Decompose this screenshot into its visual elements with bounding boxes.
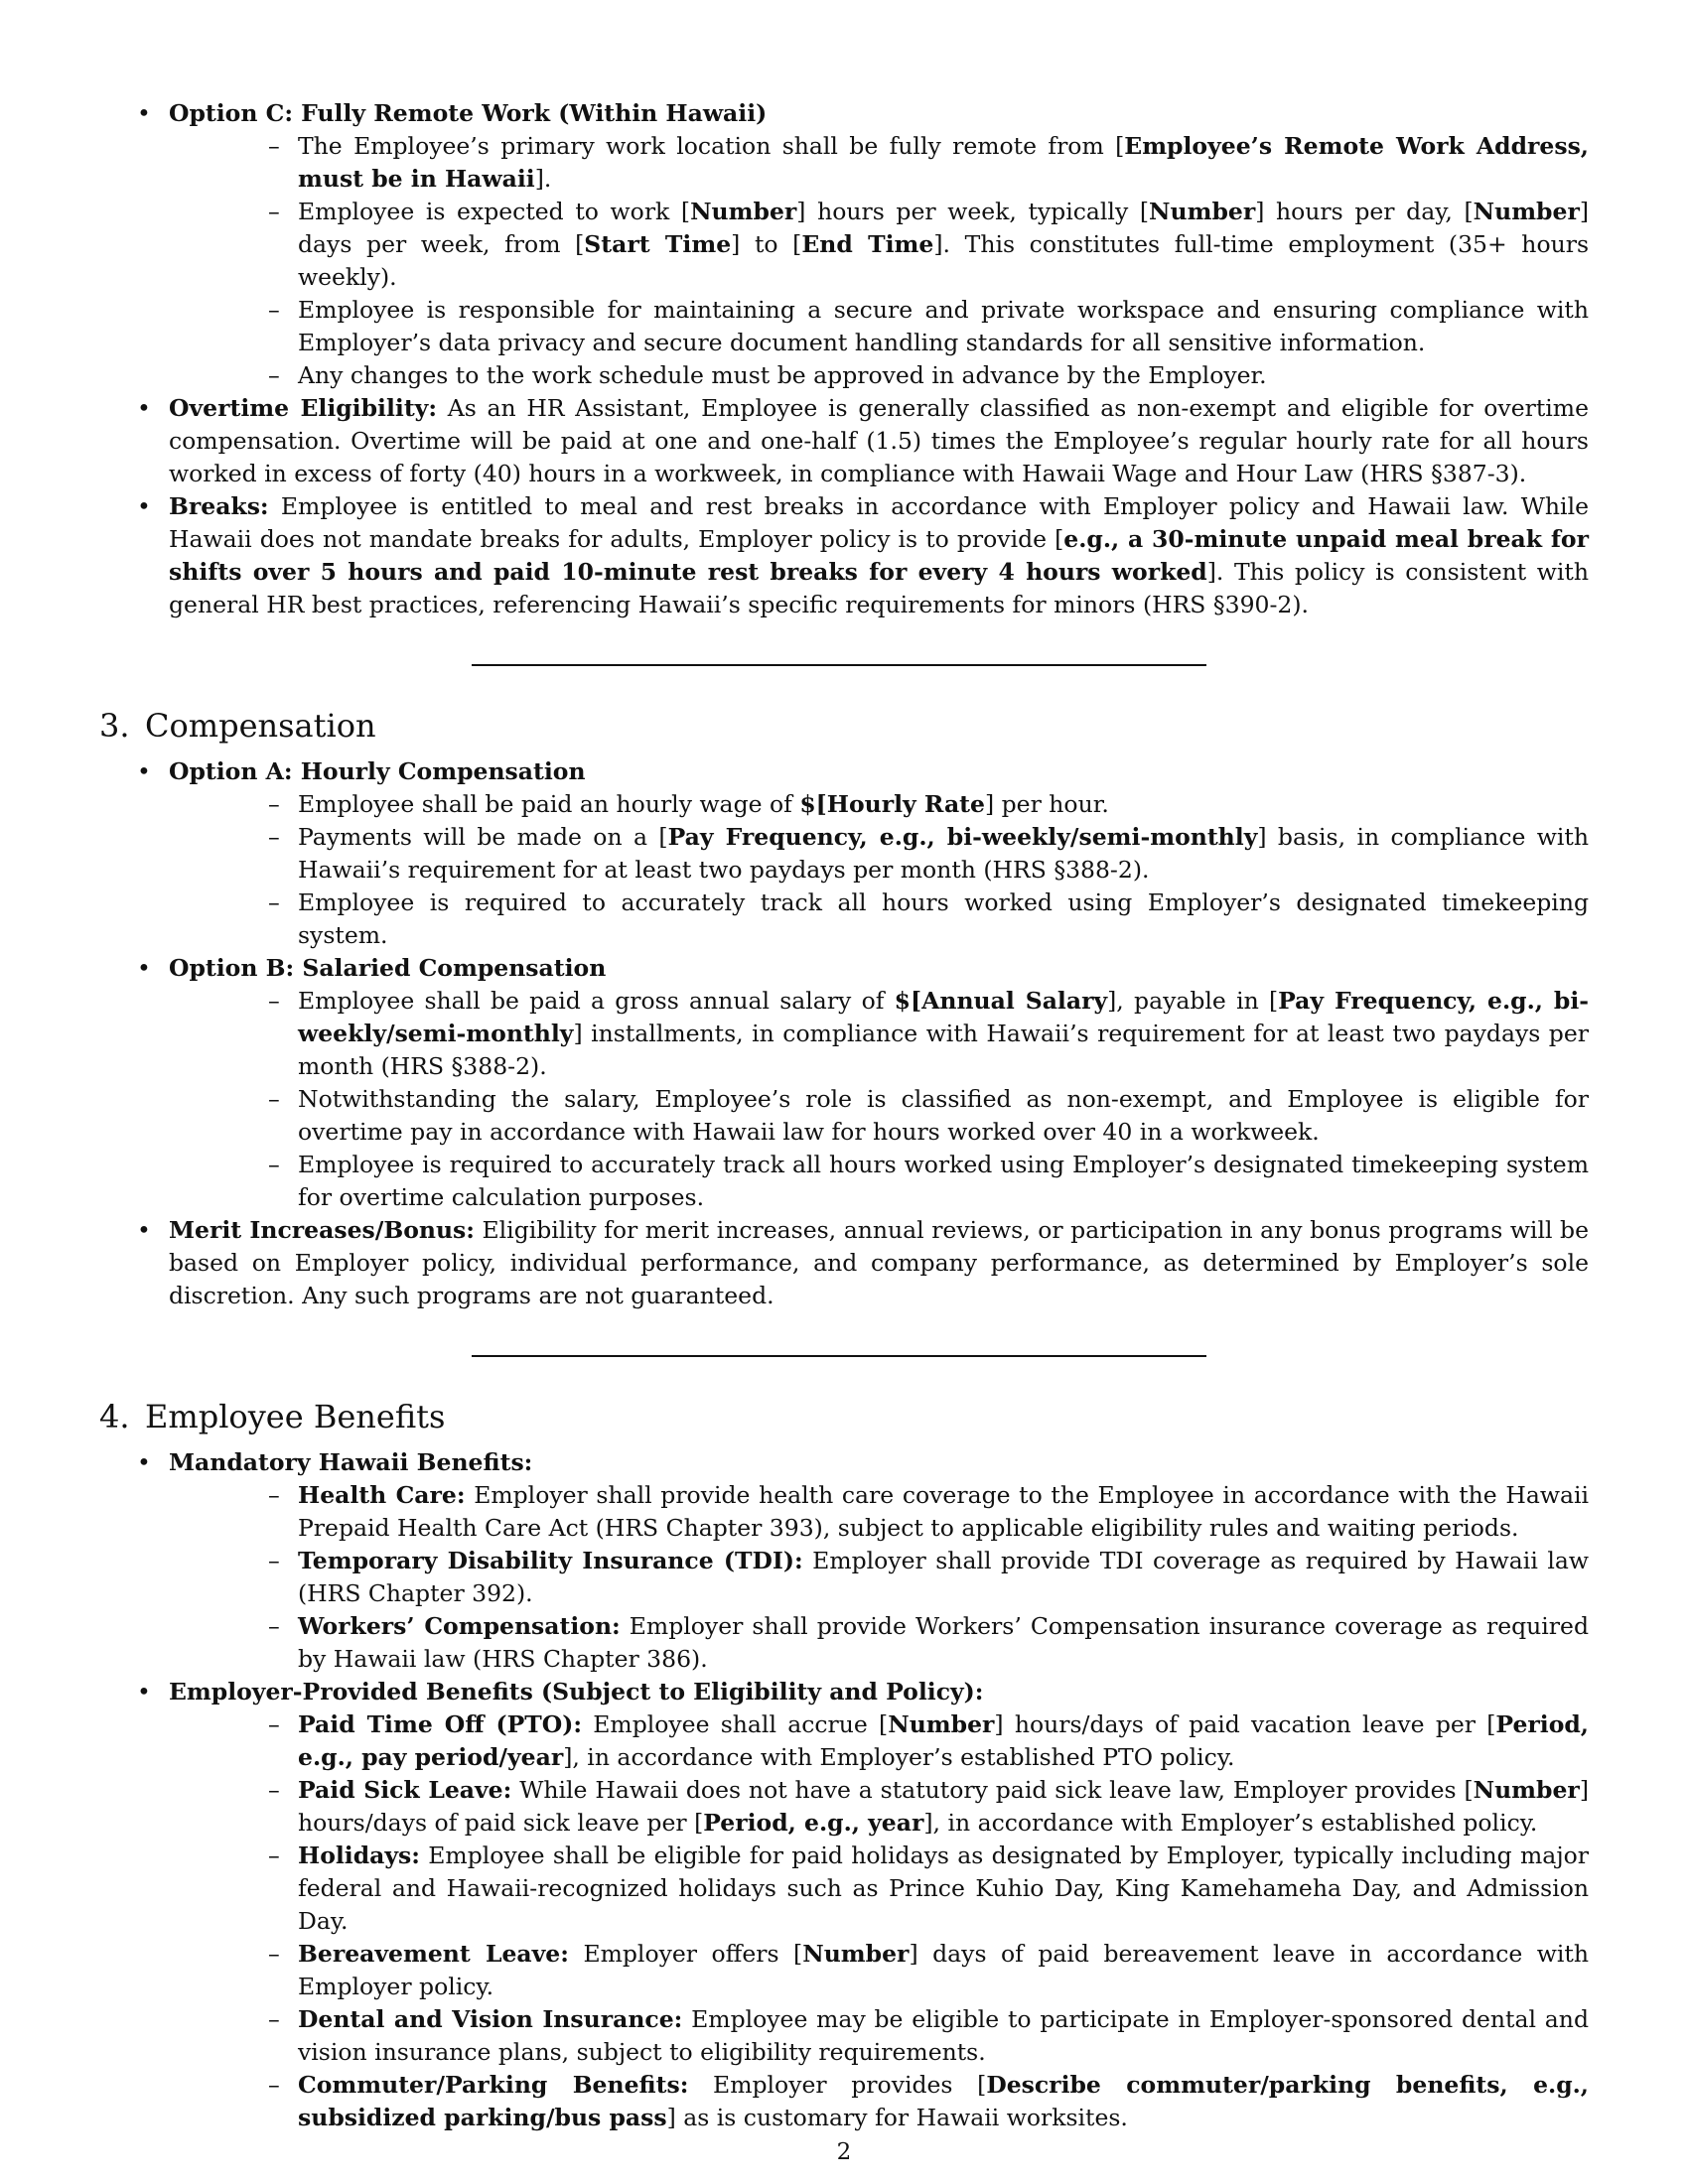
list-item: – Commuter/Parking Benefits: Employer provides [Describe commuter/parking benefits, e.g., subsidized parking/bus pass] as is customary for Hawaii worksites. (169, 2069, 1589, 2134)
overtime-item: • Overtime Eligibility: As an HR Assistant, Employee is generally classified as non-exempt and eligible for overtime compensation. Overtime will be paid at one and one-half (1.5) times the Employee’s regular hourly rate for all hours worked in excess of forty (40) hours in a workweek, in compliance with Hawaii Wage and Hour Law (HRS §387-3). (99, 392, 1589, 490)
list-item: – Health Care: Employer shall provide health care coverage to the Employee in accordance with the Hawaii Prepaid Health Care Act (HRS Chapter 393), subject to applicable eligibility rules and waiting periods. (169, 1479, 1589, 1545)
merit-item: • Merit Increases/Bonus: Eligibility for merit increases, annual reviews, or participation in any bonus programs will be based on Employer policy, individual performance, and company performance, as determined by Employer’s sole discretion. Any such programs are not guaranteed. (99, 1214, 1589, 1312)
page-number: 2 (836, 2139, 852, 2165)
option-a-title: Option A: Hourly Compensation (169, 757, 586, 785)
section-heading-benefits: 4. Employee Benefits (99, 1398, 446, 1435)
employer-benefits-sublist (169, 1708, 1589, 2134)
document-page (99, 97, 1589, 2134)
list-item: – Employee is required to accurately track all hours worked using Employer’s designated timekeeping system for overtime calculation purposes. (169, 1149, 1589, 1214)
option-b-item (99, 952, 1589, 1214)
breaks-item: • Breaks: Employee is entitled to meal and rest breaks in accordance with Employer policy and Hawaii law. While Hawaii does not mandate breaks for adults, Employer policy is to provide [e.g., a 30-minute unpaid meal break for shifts over 5 hours and paid 10-minute rest breaks for every 4 hours worked]. This policy is consistent with general HR best practices, referencing Hawaii’s specific requirements for minors (HRS §390-2). (99, 490, 1589, 621)
option-a-sublist (169, 788, 1589, 952)
list-item: – The Employee’s primary work location shall be fully remote from [Employee’s Remote Work Address, must be in Hawaii]. (169, 130, 1589, 196)
section-heading-compensation: 3. Compensation (99, 707, 376, 745)
list-item: – Paid Sick Leave: While Hawaii does not have a statutory paid sick leave law, Employer provides [Number] hours/days of paid sick leave per [Period, e.g., year], in accordance with Employer’s established policy. (169, 1774, 1589, 1840)
list-item: – Payments will be made on a [Pay Frequency, e.g., bi-weekly/semi-monthly] basis, in compliance with Hawaii’s requirement for at least two paydays per month (HRS §388-2). (169, 821, 1589, 887)
section2-continued-list (99, 97, 1589, 621)
list-item: – Employee is expected to work [Number] hours per week, typically [Number] hours per day, [Number] days per week, from [Start Time] to [End Time]. This constitutes full-time employment (35+ hours weekly). (169, 196, 1589, 294)
list-item: – Temporary Disability Insurance (TDI): Employer shall provide TDI coverage as required by Hawaii law (HRS Chapter 392). (169, 1545, 1589, 1610)
list-item: – Employee is required to accurately track all hours worked using Employer’s designated timekeeping system. (169, 887, 1589, 952)
benefits-list (99, 1446, 1589, 2134)
mandatory-benefits-item (99, 1446, 1589, 1676)
list-item: – Bereavement Leave: Employer offers [Number] days of paid bereavement leave in accordance with Employer policy. (169, 1938, 1589, 2003)
list-item: – Employee shall be paid an hourly wage of $[Hourly Rate] per hour. (169, 788, 1589, 821)
list-item: – Employee shall be paid a gross annual salary of $[Annual Salary], payable in [Pay Frequency, e.g., bi-weekly/semi-monthly] installments, in compliance with Hawaii’s requirement for at least two paydays per month (HRS §388-2). (169, 985, 1589, 1083)
list-item: – Notwithstanding the salary, Employee’s role is classified as non-exempt, and Employee is eligible for overtime pay in accordance with Hawaii law for hours worked over 40 in a workweek. (169, 1083, 1589, 1149)
mandatory-benefits-title: Mandatory Hawaii Benefits: (169, 1448, 533, 1476)
list-item: – Paid Time Off (PTO): Employee shall accrue [Number] hours/days of paid vacation leave per [Period, e.g., pay period/year], in accordance with Employer’s established PTO policy. (169, 1708, 1589, 1774)
option-c-item (99, 97, 1589, 392)
option-c-sublist (169, 130, 1589, 392)
employer-benefits-item (99, 1676, 1589, 2134)
list-item: – Employee is responsible for maintaining a secure and private workspace and ensuring compliance with Employer’s data privacy and secure document handling standards for all sensitive information. (169, 294, 1589, 359)
list-item: – Dental and Vision Insurance: Employee may be eligible to participate in Employer-sponsored dental and vision insurance plans, subject to eligibility requirements. (169, 2003, 1589, 2069)
employer-benefits-title: Employer-Provided Benefits (Subject to Eligibility and Policy): (169, 1678, 984, 1706)
list-item: – Any changes to the work schedule must be approved in advance by the Employer. (169, 359, 1589, 392)
section-divider (472, 1355, 1206, 1357)
list-item: – Holidays: Employee shall be eligible for paid holidays as designated by Employer, typically including major federal and Hawaii-recognized holidays such as Prince Kuhio Day, King Kamehameha Day, and Admission Day. (169, 1840, 1589, 1938)
option-c-title: Option C: Fully Remote Work (Within Hawaii) (169, 99, 768, 127)
list-item: – Workers’ Compensation: Employer shall provide Workers’ Compensation insurance coverage as required by Hawaii law (HRS Chapter 386). (169, 1610, 1589, 1676)
option-a-item (99, 755, 1589, 952)
section-divider (472, 664, 1206, 666)
option-b-sublist (169, 985, 1589, 1214)
option-b-title: Option B: Salaried Compensation (169, 954, 607, 982)
mandatory-benefits-sublist (169, 1479, 1589, 1676)
compensation-list (99, 755, 1589, 1312)
